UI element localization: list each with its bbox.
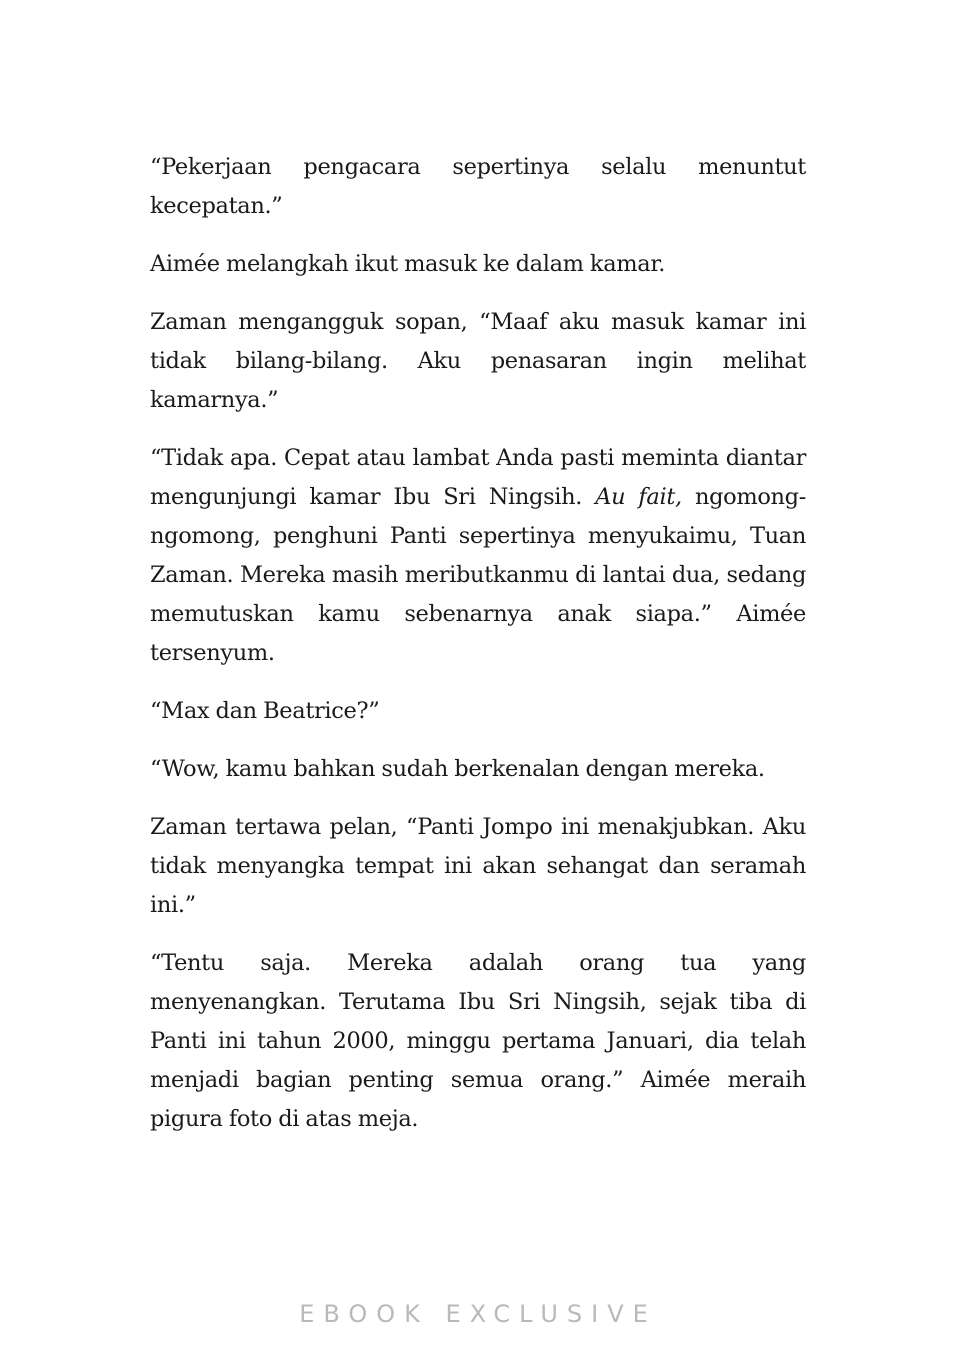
page-body: [150, 148, 806, 1158]
paragraph: [150, 439, 806, 673]
paragraph: Zaman mengangguk sopan, “Maaf aku masuk kamar ini tidak bilang-bilang. Aku penasaran ingin melihat kamarnya.”: [150, 309, 806, 413]
footer-label: EBOOK EXCLUSIVE: [299, 1300, 657, 1328]
paragraph: “Pekerjaan pengacara sepertinya selalu menuntut kecepatan.”: [150, 154, 806, 219]
paragraph: “Wow, kamu bahkan sudah berkenalan dengan mereka.: [150, 756, 765, 782]
paragraph-text: ngomong-ngomong, penghuni Panti sepertinya menyukaimu, Tuan Zaman. Mereka masih meributkanmu di lantai dua, sedang memutuskan kamu sebenarnya anak siapa.” Aimée tersenyum.: [150, 484, 806, 666]
paragraph: Zaman tertawa pelan, “Panti Jompo ini menakjubkan. Aku tidak menyangka tempat ini akan sehangat dan seramah ini.”: [150, 814, 806, 918]
italic-phrase: Au fait,: [595, 484, 682, 510]
paragraph: Aimée melangkah ikut masuk ke dalam kamar.: [150, 251, 666, 277]
paragraph-text: “Tidak apa. Cepat atau lambat Anda pasti meminta diantar mengunjungi kamar Ibu Sri Ningsih.: [150, 445, 806, 510]
paragraph: “Tentu saja. Mereka adalah orang tua yang menyenangkan. Terutama Ibu Sri Ningsih, sejak tiba di Panti ini tahun 2000, minggu pertama Januari, dia telah menjadi bagian penting semua orang.” Aimée meraih pigura foto di atas meja.: [150, 950, 806, 1132]
paragraph: “Max dan Beatrice?”: [150, 698, 380, 724]
